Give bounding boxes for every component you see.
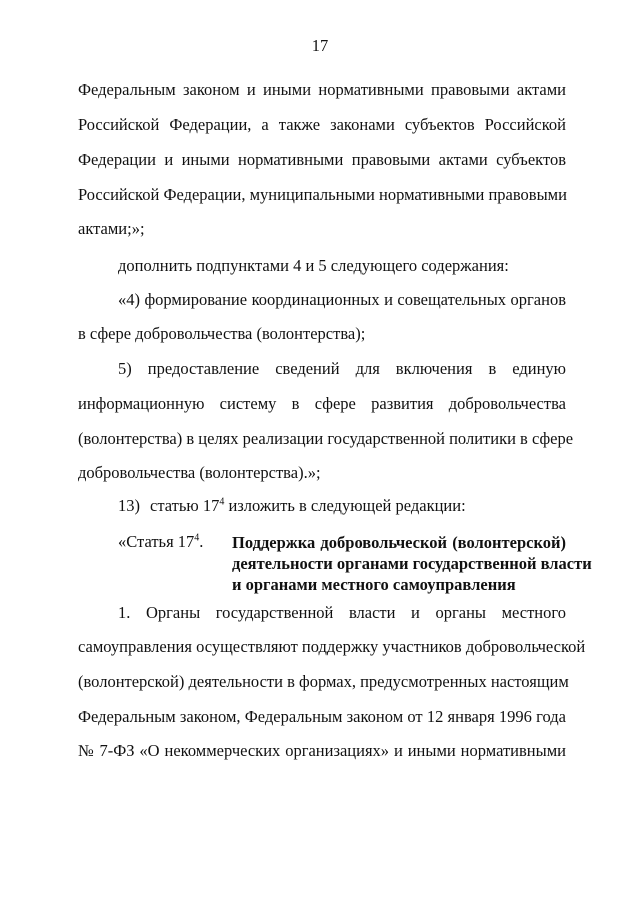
text-line: Российской Федерации, муниципальными нормативными правовыми bbox=[78, 185, 567, 204]
text-line: самоуправления осуществляют поддержку участников добровольческой bbox=[78, 637, 586, 656]
text-line: Федеральным законом и иными нормативными правовыми актами bbox=[78, 80, 566, 99]
article-heading-line: деятельности органами государственной власти bbox=[232, 554, 592, 573]
list-item-text: статью $17^4$ изложить в следующей редакции: bbox=[150, 496, 466, 515]
list-item-number: 13) bbox=[118, 496, 140, 515]
text-line: «4) формирование координационных и совещательных органов bbox=[118, 290, 566, 309]
text-line: Федеральным законом, Федеральным законом от 12 января 1996 года bbox=[78, 707, 566, 726]
text-line: актами;»; bbox=[78, 219, 145, 238]
page-number: 17 bbox=[311, 36, 329, 55]
text-line: в сфере добровольчества (волонтерства); bbox=[78, 324, 366, 343]
text-line: информационную систему в сфере развития добровольчества bbox=[78, 394, 566, 413]
text-line: дополнить подпунктами 4 и 5 следующего содержания: bbox=[118, 256, 509, 275]
text-line: добровольчества (волонтерства).»; bbox=[78, 463, 321, 482]
text-line: 1. Органы государственной власти и органы местного bbox=[118, 603, 566, 622]
list-item-13 bbox=[118, 496, 566, 516]
article-heading-line: Поддержка добровольческой (волонтерской) bbox=[232, 533, 566, 552]
text-line: (волонтерства) в целях реализации государственной политики в сфере bbox=[78, 429, 574, 448]
text-line: № 7-ФЗ «О некоммерческих организациях» и иными нормативными bbox=[78, 741, 566, 760]
text-line: 5) предоставление сведений для включения в единую bbox=[118, 359, 566, 378]
article-label: «Статья $17^4$. bbox=[118, 532, 204, 551]
text-line: Федерации и иными нормативными правовыми актами субъектов bbox=[78, 150, 566, 169]
article-heading-line: и органами местного самоуправления bbox=[232, 575, 516, 594]
text-line: Российской Федерации, а также законами субъектов Российской bbox=[78, 115, 566, 134]
text-line: (волонтерской) деятельности в формах, предусмотренных настоящим bbox=[78, 672, 569, 691]
article-heading bbox=[232, 532, 592, 595]
